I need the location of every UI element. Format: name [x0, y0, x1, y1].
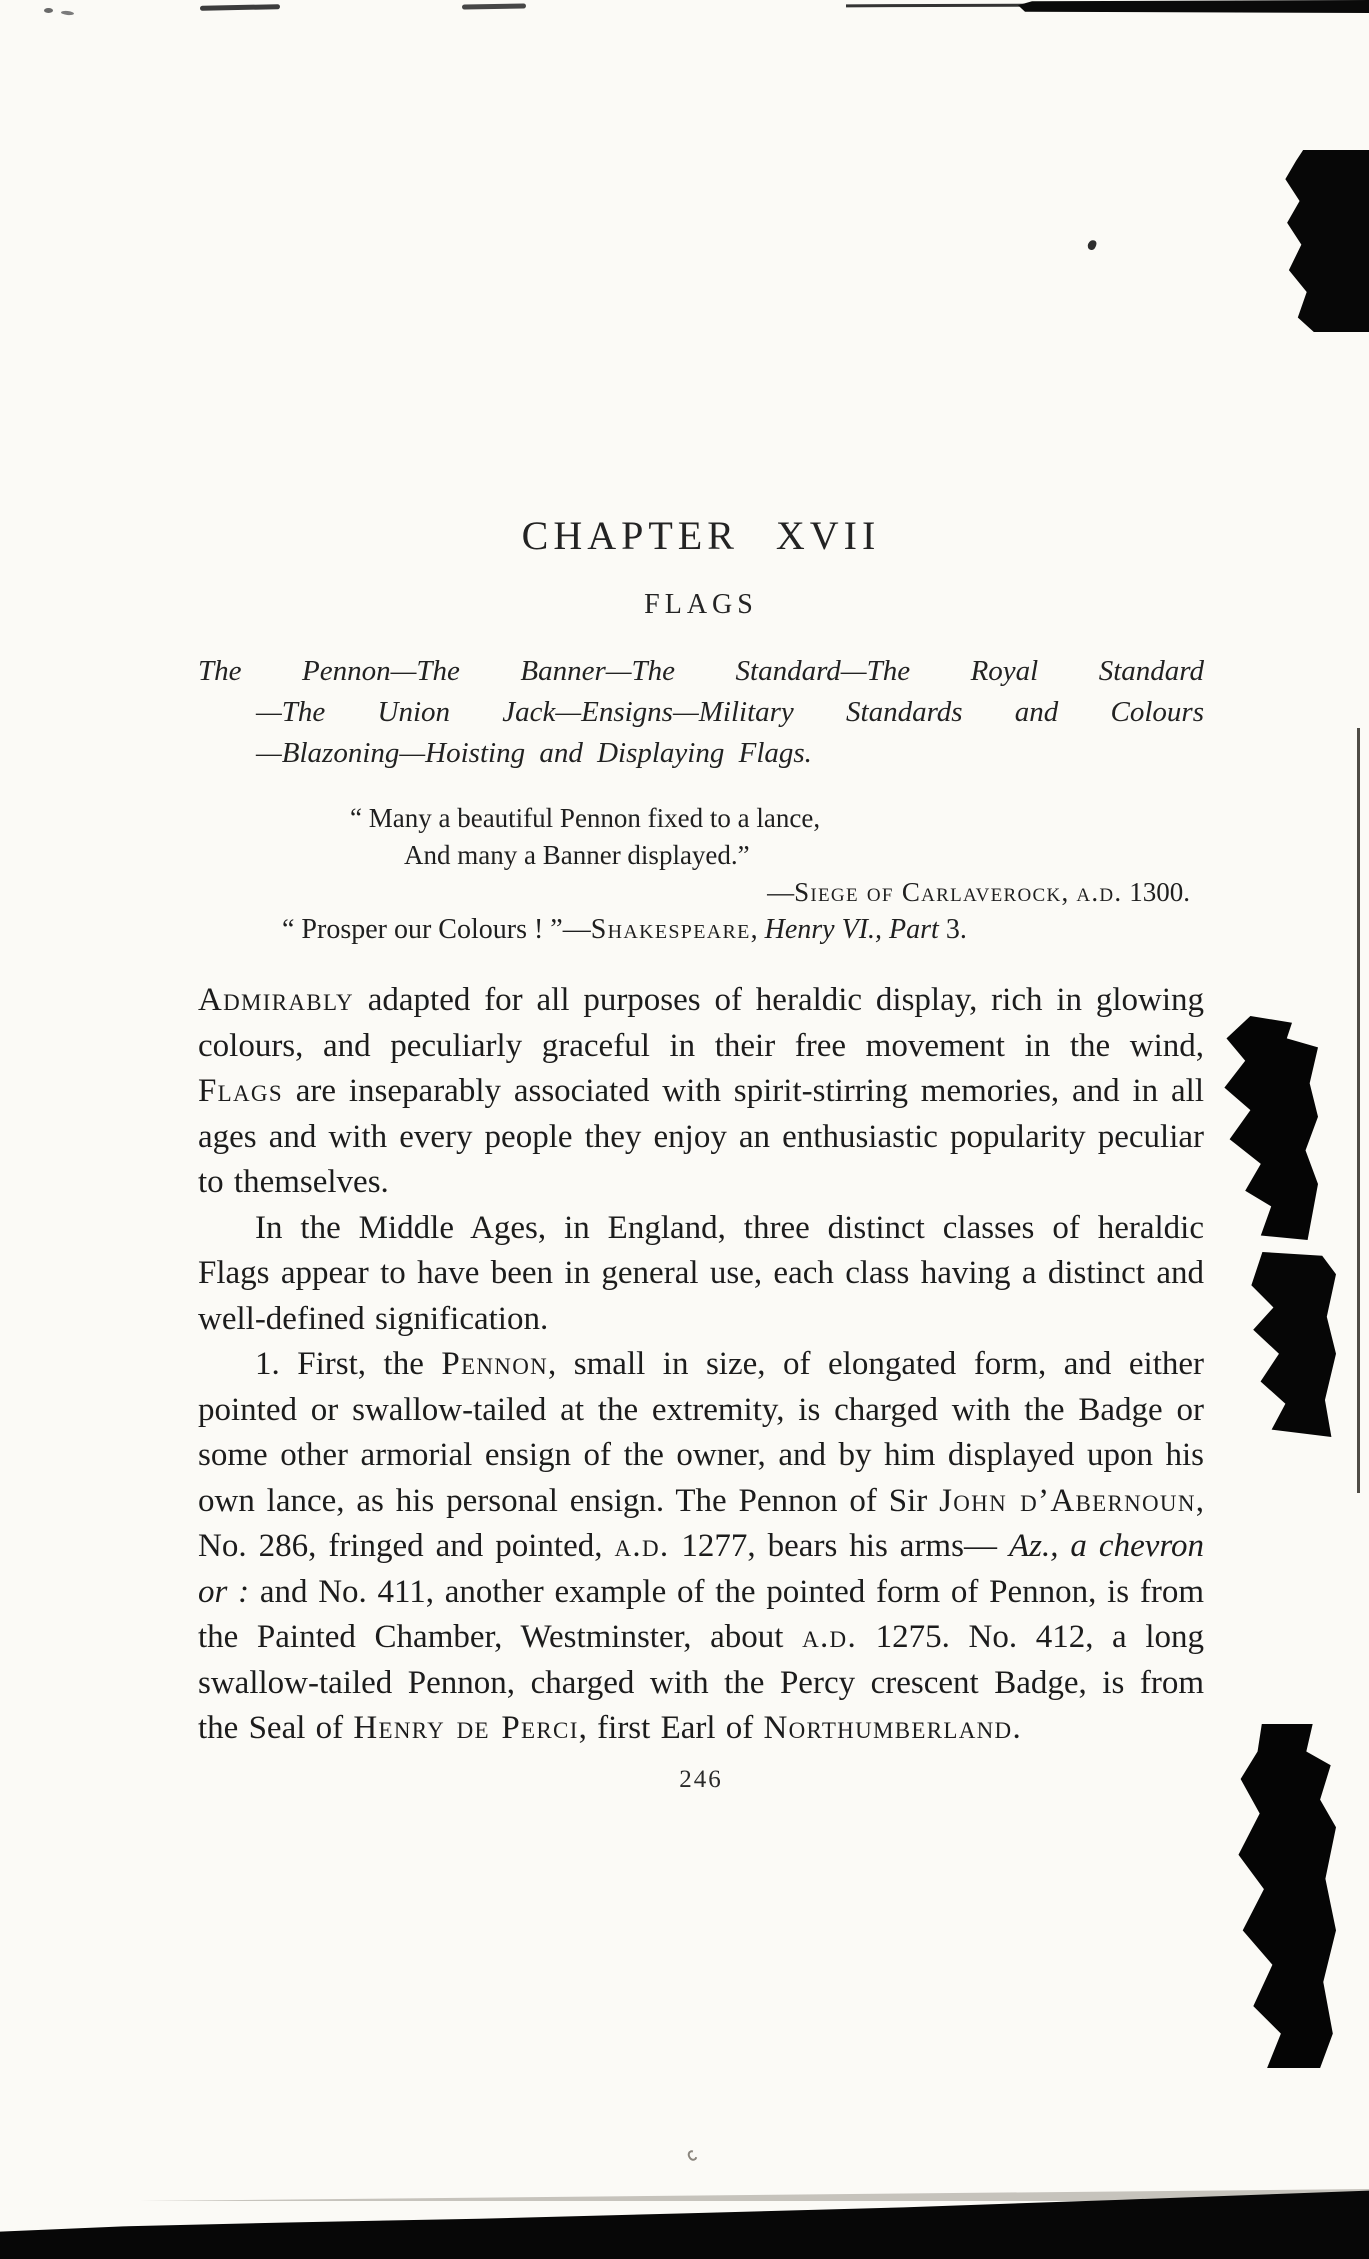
- summary-line: —The Union Jack—Ensigns—Military Standards and Colours: [256, 696, 1204, 728]
- paragraph: In the Middle Ages, in England, three distinct classes of heraldic Flags appear to have been in general use, each class having a distinct and well-defined signification.: [198, 1209, 1204, 1337]
- page-content: [198, 0, 1204, 1794]
- epigraph: [198, 800, 1204, 948]
- scan-blob-upper-right: [1280, 150, 1369, 332]
- scan-bar-top-right: [1018, 0, 1369, 13]
- scan-blob-mid-right: [1244, 1252, 1336, 1437]
- scan-speck: [44, 8, 53, 13]
- scan-blob-lower-right: [1230, 1724, 1336, 2068]
- epigraph-verse-line: And many a Banner displayed.”: [404, 840, 750, 870]
- body-text: [198, 978, 1204, 1752]
- chapter-title: CHAPTER XVII: [521, 513, 881, 558]
- page-edge-line: [1357, 728, 1360, 1493]
- summary-line: The Pennon—The Banner—The Standard—The Royal Standard: [198, 655, 1204, 687]
- paragraph: 1. First, the Pennon, small in size, of elongated form, and either pointed or swallow-tailed at the extremity, is charged with the Badge or some other armorial ensign of the owner, and by him displayed upon his own lance, as his personal ensign. The Pennon of Sir John d’Abernoun, No. 286, fringed and pointed, a.d. 1277, bears his arms— Az., a chevron or : and No. 411, another example of the pointed form of Pennon, is from the Painted Chamber, Westminster, about a.d. 1275. No. 412, a long swallow-tailed Pennon, charged with the Percy crescent Badge, is from the Seal of Henry de Perci, first Earl of Northumberland.: [198, 1346, 1204, 1746]
- epigraph-attribution: —Siege of Carlaverock, a.d. 1300.: [767, 877, 1190, 907]
- chapter-subtitle: FLAGS: [644, 589, 758, 620]
- paragraph: Admirably adapted for all purposes of heraldic display, rich in glowing colours, and peculiarly graceful in their free movement in the wind, Flags are inseparably associated with spirit-stirring memories, and in all ages and with every people they enjoy an enthusiastic popularity peculiar to themselves.: [198, 982, 1204, 1200]
- chapter-summary: [198, 651, 1204, 774]
- scan-speck: [686, 2148, 699, 2162]
- page-number: 246: [679, 1765, 723, 1793]
- scan-speck: [61, 10, 74, 15]
- epigraph-quote: “ Prosper our Colours ! ”—Shakespeare, Henry VI., Part 3.: [282, 914, 967, 945]
- summary-line: —Blazoning—Hoisting and Displaying Flags.: [256, 737, 812, 769]
- scan-blob-mid-right: [1214, 1016, 1318, 1240]
- epigraph-verse-line: “ Many a beautiful Pennon fixed to a lance,: [350, 803, 821, 833]
